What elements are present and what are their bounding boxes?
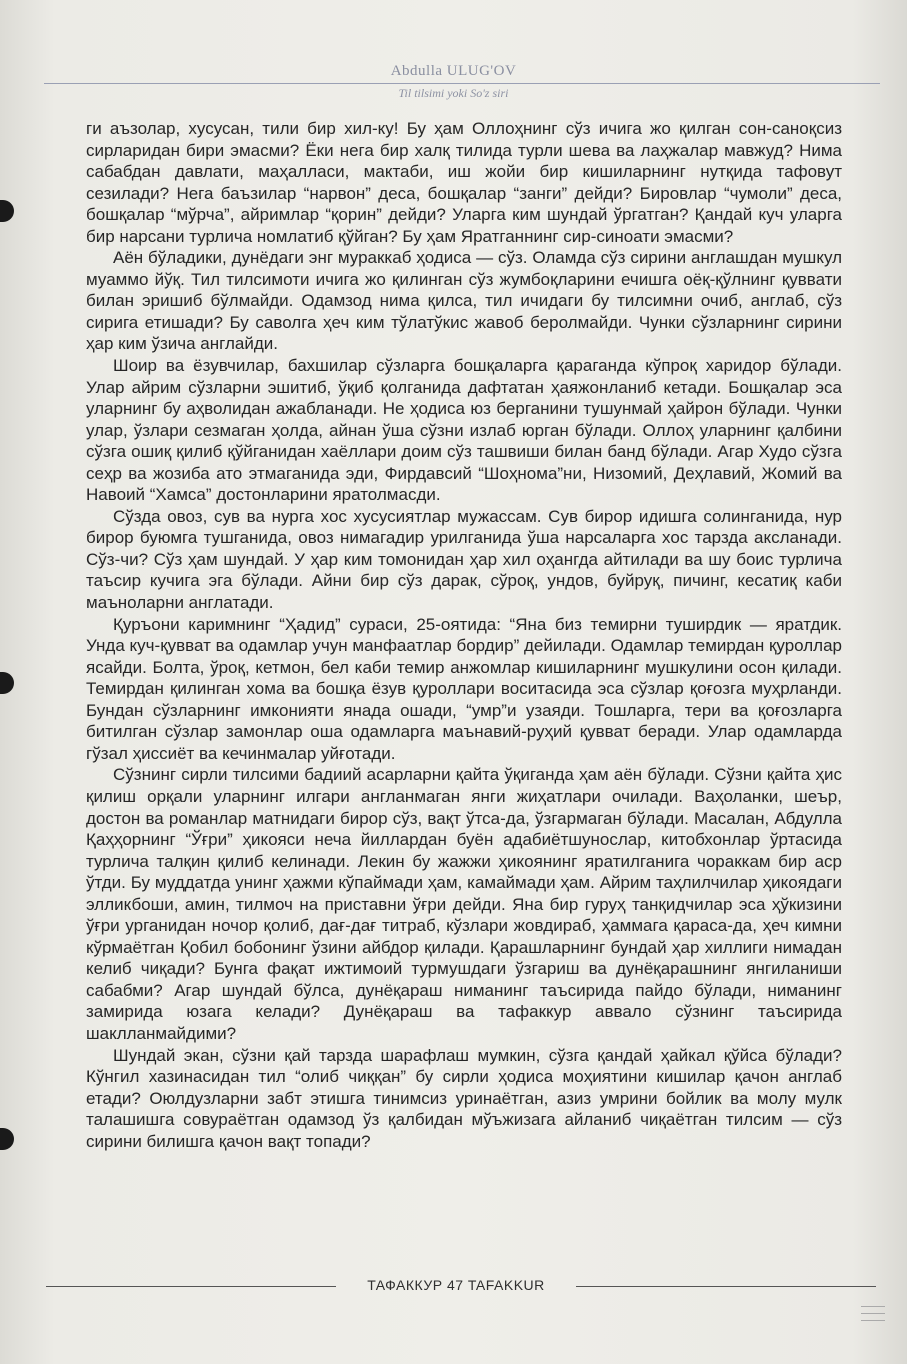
paragraph: Шоир ва ёзувчилар, бахшилар сўзларга бошқаларга қараганда кўпроқ харидор бўлади. Улар айрим сўзларни эшитиб, ўқиб қолганида дафтатан ҳаяжонланиб кетади. Бошқалар эса уларнинг бу аҳволидан ажабланади. Не ҳодиса юз берганини тушунмай ҳайрон бўлади. Чунки улар, ўзлари сезмаган ҳолда, айнан ўша сўзни излаб юрган бўлади. Оллоҳ уларнинг қалбини сўзга ошиқ қилиб қўйганидан хаёллари доим сўз ташвиши билан банд бўлади. Агар Худо сўзга сеҳр ва жозиба ато этмаганида эди, Фирдавсий “Шоҳнома”ни, Низомий, Деҳлавий, Жомий ва Навоий “Хамса” достонларини яратолмасди. [86,356,842,505]
binder-hole [0,672,14,694]
article-body [86,118,842,1152]
paragraph: Сўзнинг сирли тилсими бадиий асарларни қайта ўқиганда ҳам аён бўлади. Сўзни қайта ҳис қилиш орқали уларнинг илгари англанмаган янги жиҳатлари очилади. Ваҳоланки, шеър, достон ва романлар матнидаги бирор сўз, вақт ўтса-да, ўзгармаган бўлади. Масалан, Абдулла Қаҳҳорнинг “Ўғри” ҳикояси неча йиллардан буён адабиётшунослар, китобхонлар ўртасида турлича талқин қилиб келинади. Лекин бу жажжи ҳикоянинг яратилганига чораккам бир аср ўтди. Бу муддатда унинг ҳажми кўпаймади ҳам, камаймади ҳам. Айрим таҳлилчилар ҳикоядаги элликбоши, амин, тилмоч на приставни ўғри дейди. Яна бир гуруҳ танқидчилар эса ҳўкизини ўғри урганидан ночор қолиб, дағ-дағ титраб, кўзлари жовдираб, ҳаммага қараса-да, ҳеч кимни кўрмаётган Қобил бобонинг ўзини айбдор қилади. Қарашларнинг бундай ҳар хиллиги нимадан келиб чиқади? Бунга фақат ижтимоий турмушдаги ўзгариш ва дунёқарашнинг янгиланиши сабабми? Агар шундай бўлса, дунёқараш ниманинг таъсирида пайдо бўлади, ниманинг замирида юзага келади? Дунёқараш ва тафаккур аввало сўзнинг таъсирида шаклланмайдими? [86,765,842,1043]
footer-rule-right [576,1286,876,1287]
running-header-title: Til tilsimi yoki So'z siri [398,86,509,100]
footer-page-label: ТАФАККУР 47 TAFAKKUR [367,1277,545,1293]
page-footer [46,1276,876,1296]
paragraph: Сўзда овоз, сув ва нурга хос хусусиятлар мужассам. Сув бирор идишга солинганида, нур бирор буюмга тушганида, овоз нимагадир урилганида ўша нарсаларга хос тарзда аксланади. Сўз-чи? Сўз ҳам шундай. У ҳар ким томонидан ҳар хил оҳангда айтилади ва шу боис турлича таъсир кучига эга бўлади. Айни бир сўз дарак, сўроқ, ундов, буйруқ, пичинг, кесатиқ каби маъноларни англатади. [86,506,842,613]
paragraph: Аён бўладики, дунёдаги энг мураккаб ҳодиса — сўз. Оламда сўз сирини англашдан мушкул муаммо йўқ. Тил тилсимоти ичига жо қилинган сўз жумбоқларини ечишга оёқ-қўлнинг қуввати билан эришиб бўлмайди. Одамзод нима қилса, тил ичидаги бу тилсимни очиб, англаб, сўз сирига етишади? Бу саволга ҳеч ким тўлатўкис жавоб беролмайди. Чунки сўзларнинг сирини ҳар ким ўзича англайди. [86,248,842,354]
edge-marks [861,1300,885,1340]
footer-rule-left [46,1286,336,1287]
paragraph: Шундай экан, сўзни қай тарзда шарафлаш мумкин, сўзга қандай ҳайкал қўйса бўлади? Кўнгил хазинасидан тил “олиб чиққан” бу сирли ҳодиса моҳиятини кишилар қачон англаб етади? Оюлдузларни забт этишга тинимсиз уринаётган, азиз умрини бойлик ва молу мулк талашишга совураётган одамзод ўз қалбидан мўъжизага айланиб чиқаётган тилсим — сўз сирини билишга қачон вақт топади? [86,1045,842,1151]
running-header-author: Abdulla ULUG'OV [390,63,517,79]
binder-hole [0,200,14,222]
binder-hole [0,1128,14,1150]
paragraph: ги аъзолар, хусусан, тили бир хил-ку! Бу ҳам Оллоҳнинг сўз ичига жо қилган сон-саноқсиз сирларидан бири эмасми? Ёки нега бир халқ тилида турли шева ва лаҳжалар мавжуд? Нима сабабдан давлати, маҳалласи, мактаби, иш жойи бир кишиларнинг нутқида тафовут сезилади? Нега баъзилар “нарвон” деса, бошқалар “занги” дейди? Бировлар “чумоли” деса, бошқалар “мўрча”, айримлар “қорин” дейди? Уларга ким шундай ўргатган? Қандай куч уларга бир нарсани турлича номлатиб қўйган? Бу ҳам Яратганнинг сир-синоати эмасми? [86,119,842,246]
header-divider [44,83,880,84]
paragraph: Қуръони каримнинг “Ҳадид” сураси, 25-оятида: “Яна биз темирни туширдик — яратдик. Унда куч-қувват ва одамлар учун манфаатлар бордир” дейилади. Одамлар темирдан қуроллар ясайди. Болта, ўроқ, кетмон, бел каби темир анжомлар кишиларнинг мушкулини осон қилади. Темирдан қилинган хома ва бошқа ёзув қуроллари воситасида эса сўзлар қоғозга муҳрланди. Бундан сўзларнинг имконияти янада ошади, “умр”и узаяди. Тошларга, тери ва қоғозларга битилган сўзлар замонлар оша одамларга маънавий-руҳий қувват беради. Улар одамларда гўзал ҳиссиёт ва кечинмалар уйғотади. [86,614,842,763]
